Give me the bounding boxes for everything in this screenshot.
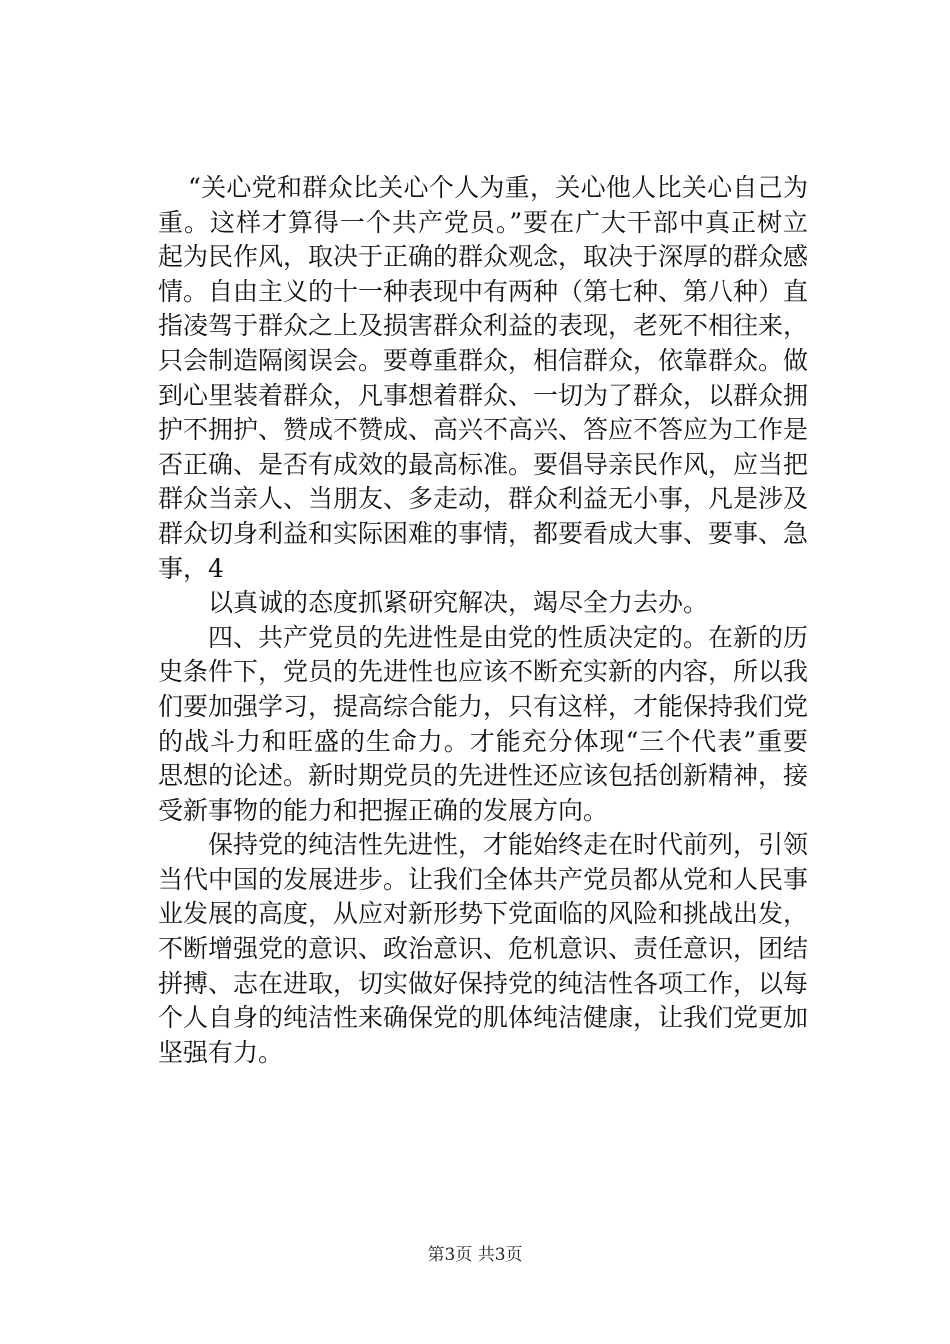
page-number-footer: 第3页 共3页 [427,1245,523,1265]
document-body [158,171,808,1070]
paragraph-sincere-attitude: 以真诚的态度抓紧研究解决，竭尽全力去办。 [208,588,709,618]
paragraph-mass-line: “关心党和群众比关心个人为重，关心他人比关心自己为重。这样才算得一个共产党员。”要在广大干部中真正树立起为民作风，取决于正确的群众观念，取决于深厚的群众感情。自由主义的十一种表现中有两种（第七种、第八种）直指凌驾于群众之上及损害群众利益的表现，老死不相往来，只会制造隔阂误会。要尊重群众，相信群众，依靠群众。做到心里装着群众，凡事想着群众、一切为了群众，以群众拥护不拥护、赞成不赞成、高兴不高兴、答应不答应为工作是否正确、是否有成效的最高标准。要倡导亲民作风，应当把群众当亲人、当朋友、多走动，群众利益无小事，凡是涉及群众切身利益和实际困难的事情，都要看成大事、要事、急事，4 [158,173,809,583]
paragraph-party-advancement: 四、共产党员的先进性是由党的性质决定的。在新的历史条件下，党员的先进性也应该不断充实新的内容，所以我们要加强学习，提高综合能力，只有这样，才能保持我们党的战斗力和旺盛的生命力。才能充分体现“三个代表”重要思想的论述。新时期党员的先进性还应该包括创新精神，接受新事物的能力和把握正确的发展方向。 [158,622,809,825]
paragraph-party-purity: 保持党的纯洁性先进性，才能始终走在时代前列，引领当代中国的发展进步。让我们全体共产党员都从党和人民事业发展的高度，从应对新形势下党面临的风险和挑战出发，不断增强党的意识、政治意识、危机意识、责任意识，团结拼搏、志在进取，切实做好保持党的纯洁性各项工作，以每个人自身的纯洁性来确保党的肌体纯洁健康，让我们党更加坚强有力。 [158,830,809,1067]
